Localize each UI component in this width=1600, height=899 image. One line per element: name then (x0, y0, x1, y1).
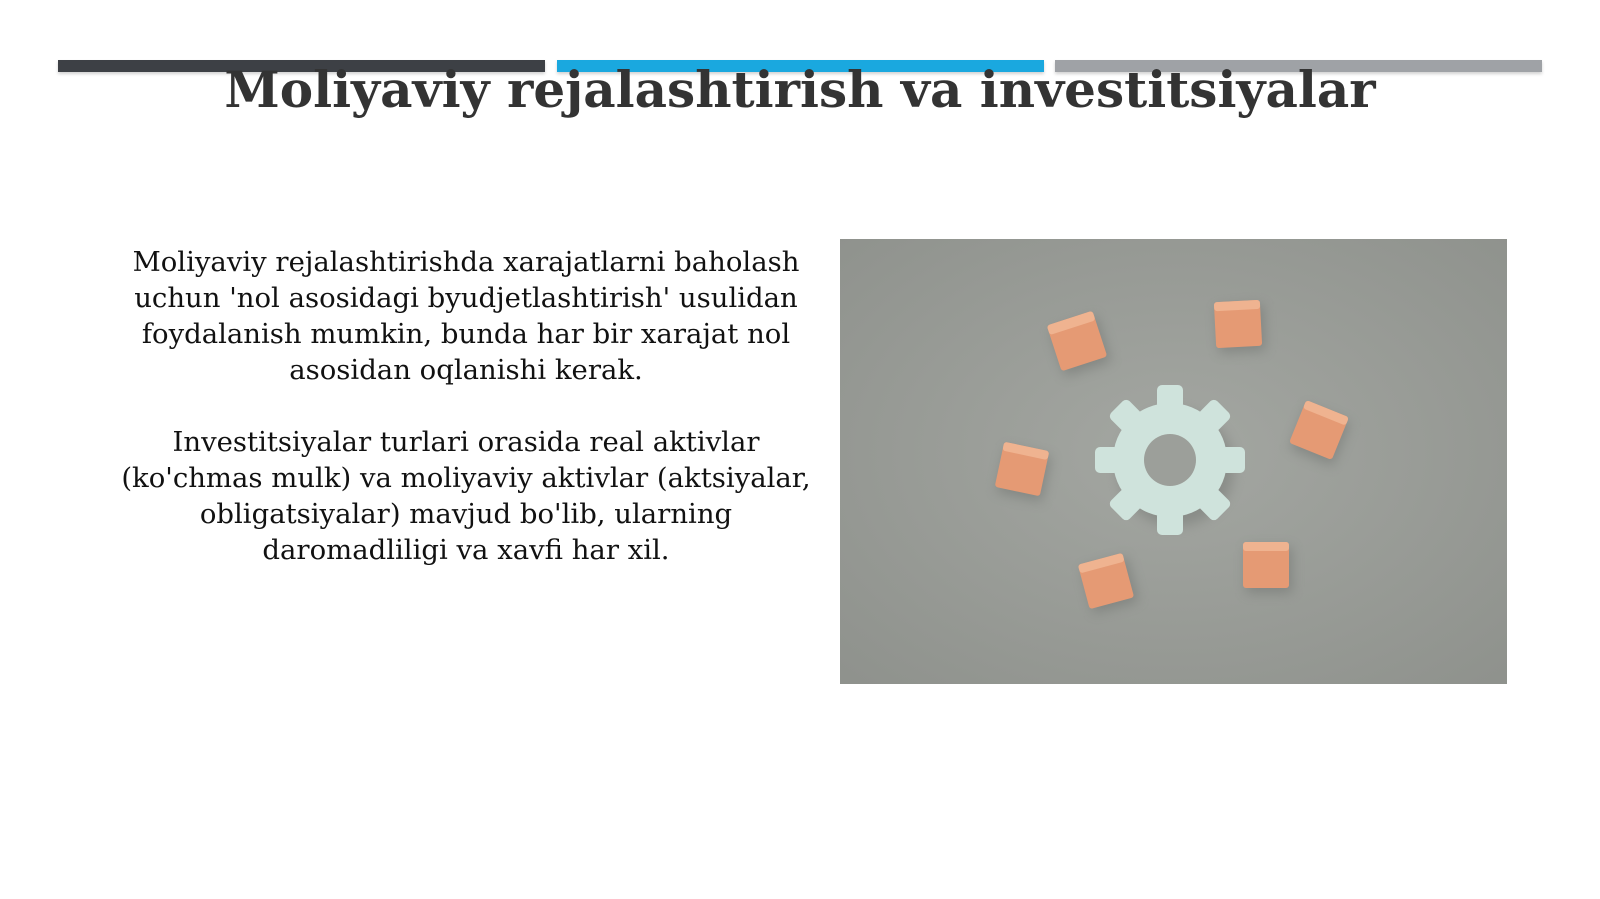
cube-bottom-right (1243, 542, 1292, 593)
gear-with-cubes-photo (840, 239, 1507, 684)
slide-title: Moliyaviy rejalashtirish va investitsiyalar (224, 60, 1376, 119)
cube-left (994, 442, 1053, 502)
cube-top-right (1214, 300, 1266, 353)
paragraph-investment-types: Investitsiyalar turlari orasida real aktivlar (ko'chmas mulk) va moliyaviy aktivlar (aktsiyalar, obligatsiyalar) mavjud bo'lib, ularning daromadliligi va xavfi har xil. (121, 426, 811, 566)
body-text (110, 244, 822, 604)
gear-icon (1095, 385, 1245, 535)
paragraph-zero-based-budgeting: Moliyaviy rejalashtirishda xarajatlarni baholash uchun 'nol asosidagi byudjetlashtirish' usulidan foydalanish mumkin, bunda har bir xarajat nol asosidan oqlanishi kerak. (132, 246, 800, 386)
